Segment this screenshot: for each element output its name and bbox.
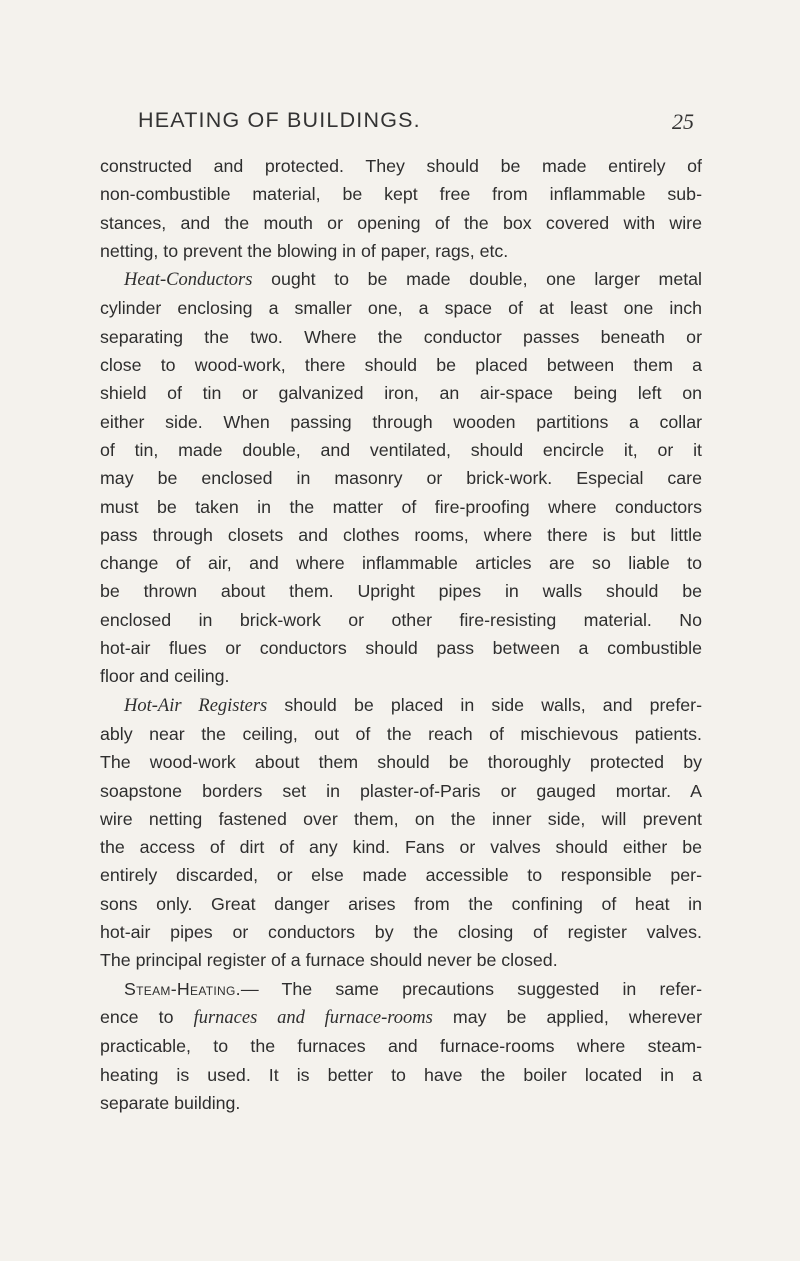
text-line: either side. When passing through wooden partitions a collar	[100, 411, 702, 432]
text-line: must be taken in the matter of fire-proofing where conductors	[100, 496, 702, 517]
paragraph-steam-heating	[100, 975, 702, 1117]
running-title: HEATING OF BUILDINGS.	[138, 108, 421, 132]
text-line: separating the two. Where the conductor passes beneath or	[100, 326, 702, 347]
text-line: enclosed in brick-work or other fire-resisting material. No	[100, 609, 702, 630]
text-line: close to wood-work, there should be placed between them a	[100, 355, 702, 376]
text-line: practicable, to the furnaces and furnace-rooms where steam-	[100, 1036, 702, 1057]
text-line	[100, 1003, 702, 1032]
text-line: be thrown about them. Upright pipes in walls should be	[100, 581, 702, 602]
text-line: The principal register of a furnace should never be closed.	[100, 950, 558, 971]
text-line: non-combustible material, be kept free from inflammable sub-	[100, 184, 702, 205]
text-line	[100, 975, 702, 1003]
text-fragment: may be applied, wherever	[432, 1006, 702, 1027]
text-line: The wood-work about them should be thoroughly protected by	[100, 752, 702, 773]
text-line	[100, 691, 702, 720]
text-line: wire netting fastened over them, on the inner side, will prevent	[100, 808, 702, 829]
run-in-heading: Steam-Heating.	[124, 978, 241, 999]
text-line: separate building.	[100, 1092, 241, 1113]
text-line: floor and ceiling.	[100, 666, 230, 687]
text-line: entirely discarded, or else made accessible to responsible per-	[100, 865, 702, 886]
text-line: constructed and protected. They should be made entirely of	[100, 156, 702, 176]
page-number: 25	[672, 109, 694, 134]
paragraph-hot-air-registers	[100, 691, 702, 975]
text-line: cylinder enclosing a smaller one, a space of at least one inch	[100, 298, 702, 319]
text-line: netting, to prevent the blowing in of paper, rags, etc.	[100, 240, 509, 261]
run-in-heading: Heat-Conductors	[124, 270, 253, 291]
text-line: change of air, and where inflammable articles are so liable to	[100, 553, 702, 574]
text-line: of tin, made double, and ventilated, should encircle it, or it	[100, 439, 702, 460]
run-in-heading: Hot-Air Registers	[124, 695, 268, 716]
running-head	[0, 105, 800, 139]
text-line: may be enclosed in masonry or brick-work. Especial care	[100, 468, 702, 489]
text-line: stances, and the mouth or opening of the box covered with wire	[100, 212, 702, 233]
text-fragment: ence to	[100, 1006, 194, 1027]
italic-phrase: furnaces and furnace-rooms	[193, 1007, 433, 1028]
text-line: ably near the ceiling, out of the reach of mischievous patients.	[100, 723, 702, 744]
paragraph-1	[100, 152, 702, 265]
text-line: soapstone borders set in plaster-of-Paris or gauged mortar. A	[100, 780, 702, 801]
text-fragment: ought to be made double, one larger metal	[252, 269, 702, 290]
paragraph-heat-conductors	[100, 265, 702, 690]
body-text	[100, 152, 702, 1117]
text-line: hot-air pipes or conductors by the closing of register valves.	[100, 922, 702, 943]
text-line: pass through closets and clothes rooms, where there is but little	[100, 524, 702, 545]
text-line: sons only. Great danger arises from the confining of heat in	[100, 893, 702, 914]
text-fragment: should be placed in side walls, and prefer-	[267, 694, 702, 715]
text-line: heating is used. It is better to have the boiler located in a	[100, 1064, 702, 1085]
text-line: shield of tin or galvanized iron, an air-space being left on	[100, 383, 702, 404]
text-fragment: — The same precautions suggested in refer-	[240, 978, 702, 999]
text-line	[100, 265, 702, 294]
text-line: the access of dirt of any kind. Fans or valves should either be	[100, 837, 702, 858]
text-line: hot-air flues or conductors should pass between a combustible	[100, 638, 702, 659]
